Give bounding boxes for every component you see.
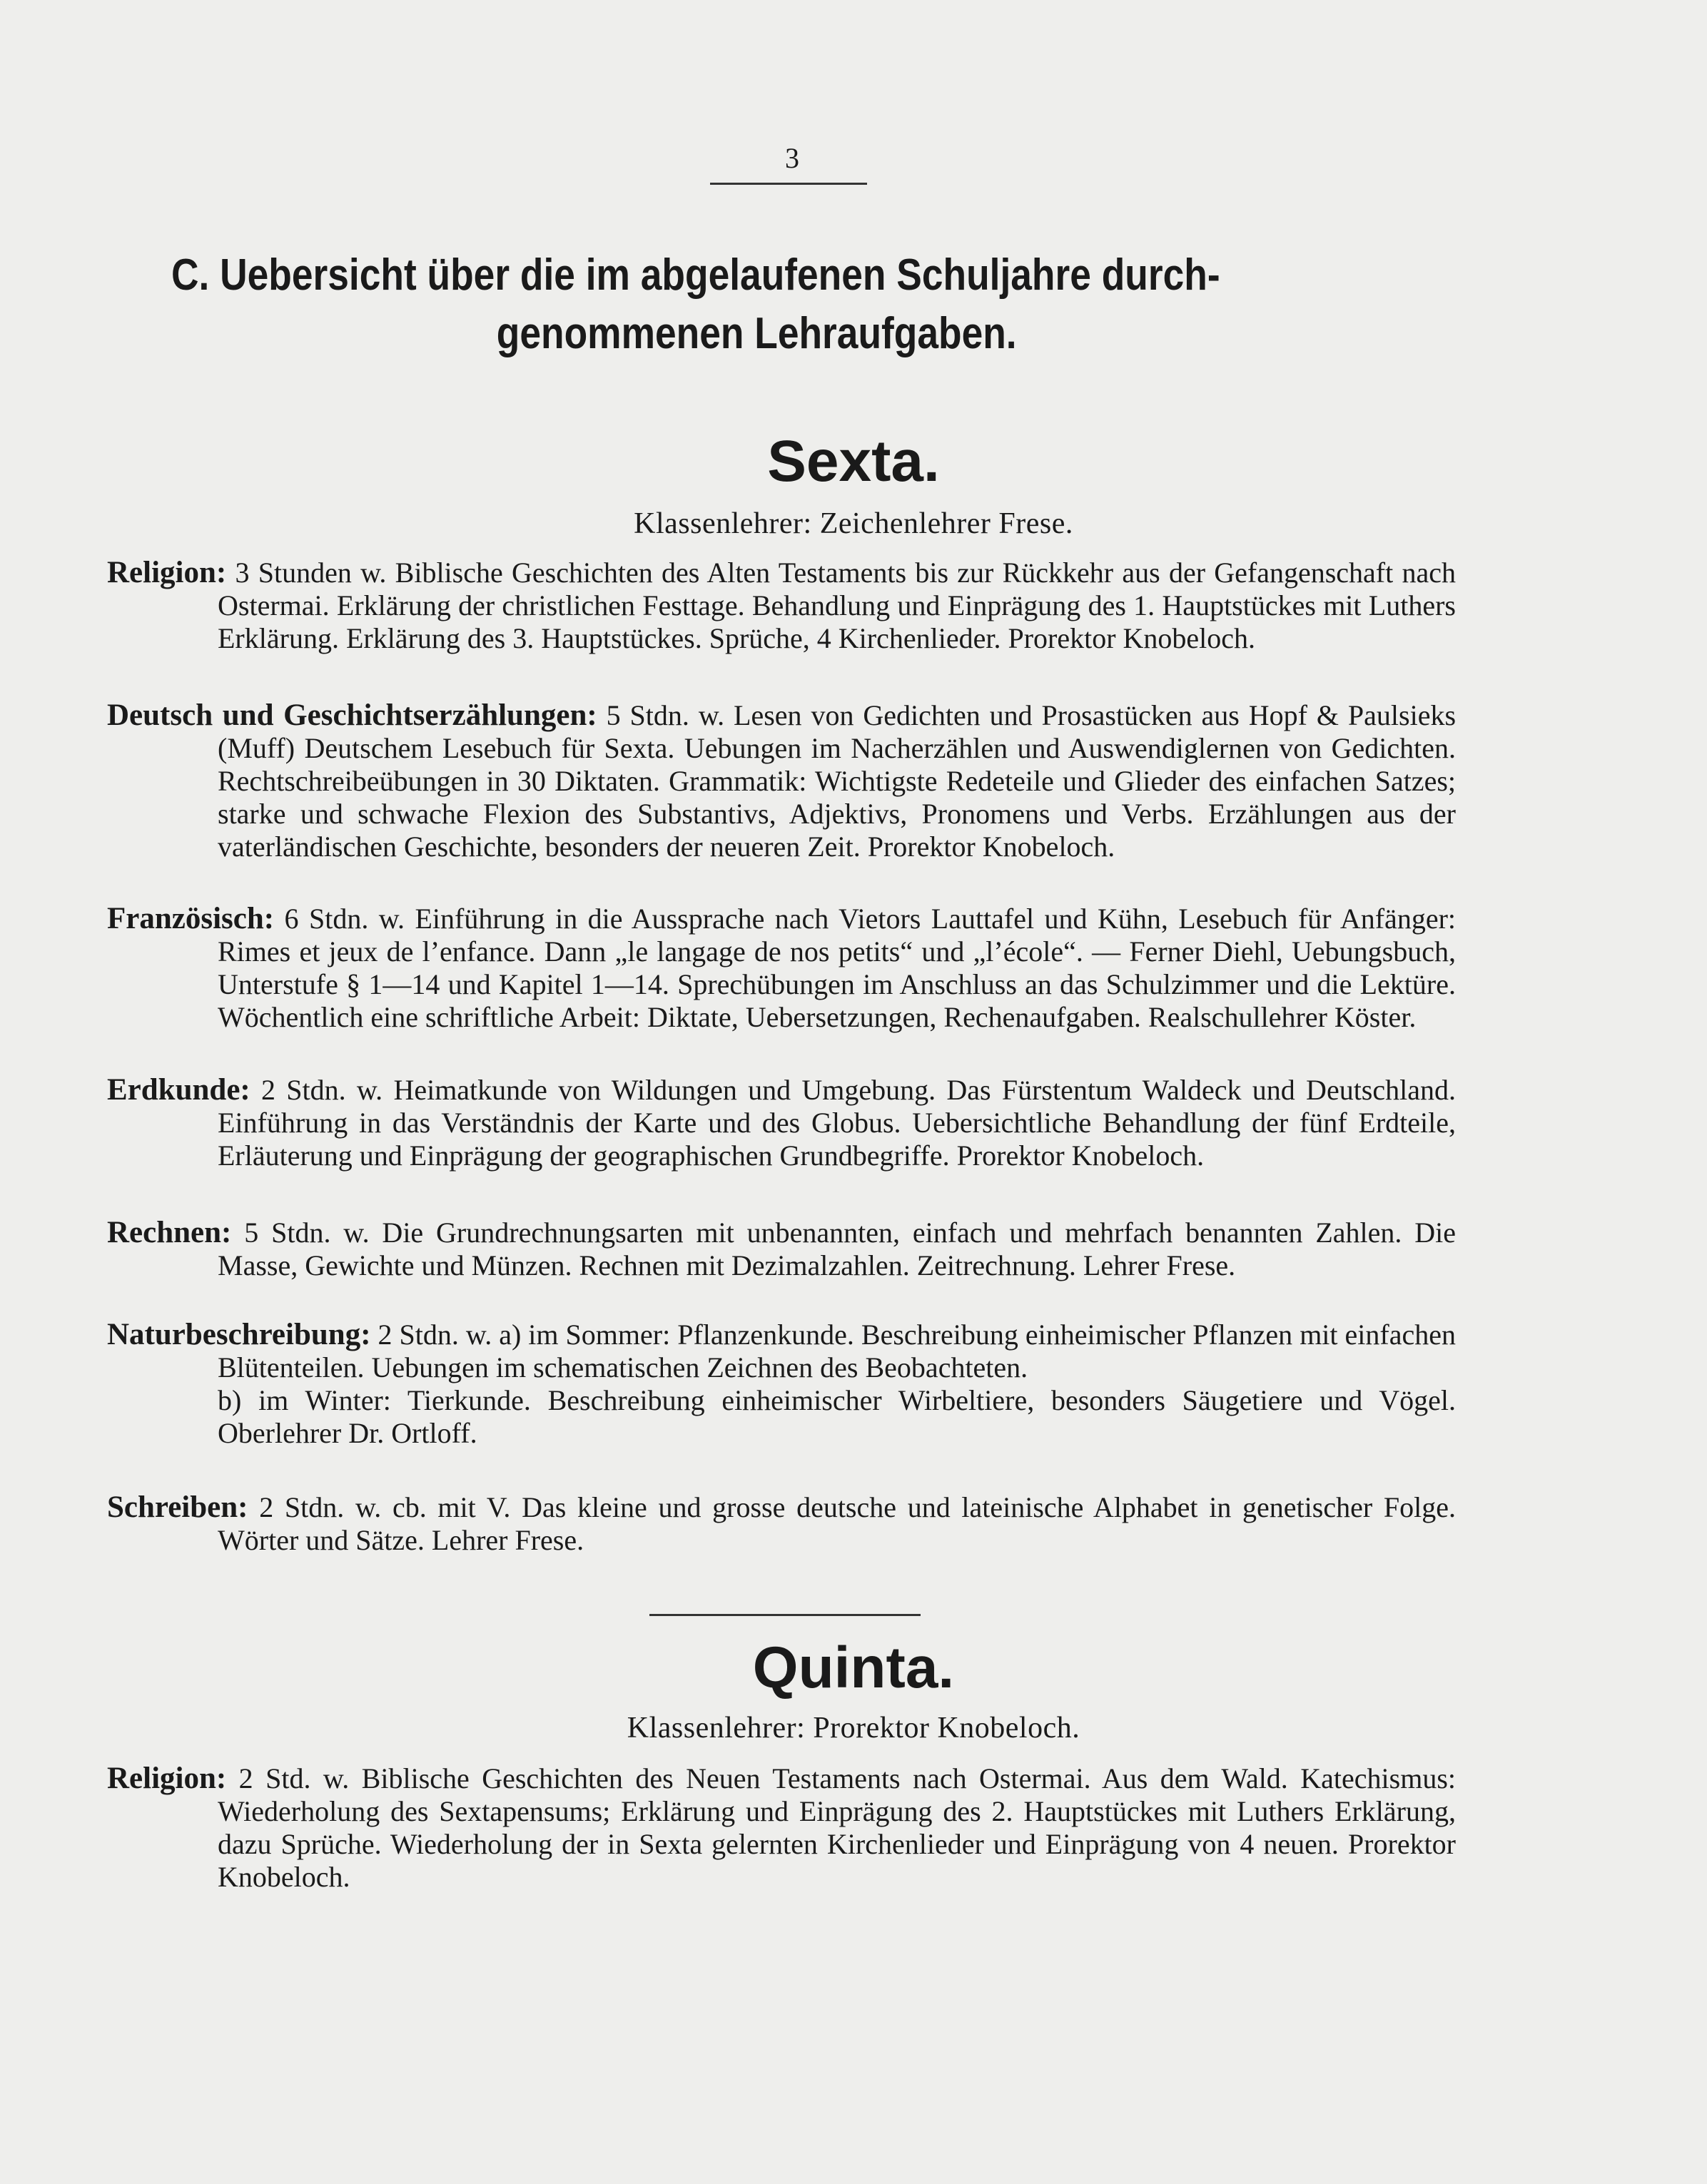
subject-entry-religion-sexta	[107, 557, 1456, 655]
subject-entry-schreiben-sexta	[107, 1491, 1456, 1557]
page-number: 3	[785, 142, 799, 174]
subject-name: Deutsch und Geschichtserzählungen:	[107, 699, 597, 732]
section-heading-line-2: genommenen Lehraufgaben.	[496, 309, 1017, 358]
page-number-rule	[710, 183, 867, 185]
subject-name: Naturbeschreibung:	[107, 1318, 371, 1351]
subject-name: Rechnen:	[107, 1216, 232, 1249]
class-title-quinta: Quinta.	[752, 1635, 955, 1700]
subject-text: 2 Stdn. w. cb. mit V. Das kleine und grosse deutsche und lateinische Alphabet in genetischer Folge. Wörter und Sätze. Lehrer Frese.	[218, 1491, 1456, 1556]
section-separator	[649, 1614, 921, 1616]
subject-entry-rechnen-sexta	[107, 1217, 1456, 1282]
subject-name: Religion:	[107, 556, 227, 589]
subject-text: 2 Std. w. Biblische Geschichten des Neuen Testaments nach Ostermai. Aus dem Wald. Katechismus: Wiederholung des Sextapensums; Erklärung und Einprägung des 2. Hauptstückes mit Luthers Erklärung, dazu Sprüche. Wiederholung der in Sexta gelernten Kirchenlieder und Einprägung von 4 neuen. Prorektor Knobeloch.	[218, 1762, 1456, 1893]
subject-name: Religion:	[107, 1762, 227, 1795]
subject-text-winter: b) im Winter: Tierkunde. Beschreibung einheimischer Wirbeltiere, besonders Säugetiere und Vögel. Oberlehrer Dr. Ortloff.	[218, 1384, 1456, 1449]
class-teacher-quinta: Klassenlehrer: Prorektor Knobeloch.	[627, 1712, 1080, 1744]
subject-text: 5 Stdn. w. Die Grundrechnungsarten mit unbenannten, einfach und mehrfach benannten Zahlen. Die Masse, Gewichte und Münzen. Rechnen mit Dezimalzahlen. Zeitrechnung. Lehrer Frese.	[218, 1217, 1457, 1281]
subject-entry-franzoesisch-sexta	[107, 903, 1456, 1034]
subject-text: 2 Stdn. w. a) im Sommer: Pflanzenkunde. Beschreibung einheimischer Pflanzen mit einfachen Blütenteilen. Uebungen im schematischen Zeichnen des Beobachteten.	[218, 1319, 1456, 1383]
subject-name: Erdkunde:	[107, 1073, 250, 1107]
subject-text: 6 Stdn. w. Einführung in die Aussprache nach Vietors Lauttafel und Kühn, Lesebuch für Anfänger: Rimes et jeux de l’enfance. Dann „le langage de nos petits“ und „l’école“. — Ferner Diehl, Uebungsbuch, Unterstufe § 1—14 und Kapitel 1—14. Sprechübungen im Anschluss an das Schulzimmer und die Lektüre. Wöchentlich eine schriftliche Arbeit: Diktate, Uebersetzungen, Rechenaufgaben. Realschullehrer Köster.	[218, 903, 1457, 1033]
subject-entry-naturbeschreibung-sexta	[107, 1319, 1456, 1450]
subject-name: Französisch:	[107, 902, 275, 935]
section-heading	[171, 246, 1270, 363]
class-teacher-sexta: Klassenlehrer: Zeichenlehrer Frese.	[634, 507, 1073, 540]
subject-text: 2 Stdn. w. Heimatkunde von Wildungen und Umgebung. Das Fürstentum Waldeck und Deutschland. Einführung in das Verständnis der Karte und des Globus. Uebersichtliche Behandlung der fünf Erdteile, Erläuterung und Einprägung der geographischen Grundbegriffe. Prorektor Knobeloch.	[218, 1074, 1456, 1172]
subject-text: 3 Stunden w. Biblische Geschichten des Alten Testaments bis zur Rückkehr aus der Gefangenschaft nach Ostermai. Erklärung der christlichen Festtage. Behandlung und Einprägung des 1. Hauptstückes mit Luthers Erklärung. Erklärung des 3. Hauptstückes. Sprüche, 4 Kirchenlieder. Prorektor Knobeloch.	[218, 557, 1457, 654]
subject-name: Schreiben:	[107, 1490, 248, 1524]
class-title-sexta: Sexta.	[767, 429, 940, 494]
subject-entry-deutsch-sexta	[107, 699, 1456, 863]
section-heading-line-1: C. Uebersicht über die im abgelaufenen Schuljahre durch-	[171, 250, 1220, 300]
subject-entry-erdkunde-sexta	[107, 1074, 1456, 1172]
subject-entry-religion-quinta	[107, 1762, 1456, 1894]
subject-text: 5 Stdn. w. Lesen von Gedichten und Prosastücken aus Hopf & Paulsieks (Muff) Deutschem Lesebuch für Sexta. Uebungen im Nacherzählen und Auswendiglernen von Gedichten. Rechtschreibeübungen in 30 Diktaten. Grammatik: Wichtigste Redeteile und Glieder des einfachen Satzes; starke und schwache Flexion des Substantivs, Adjektivs, Pronomens und Verbs. Erzählungen aus der vaterländischen Geschichte, besonders der neueren Zeit. Prorektor Knobeloch.	[218, 699, 1457, 863]
